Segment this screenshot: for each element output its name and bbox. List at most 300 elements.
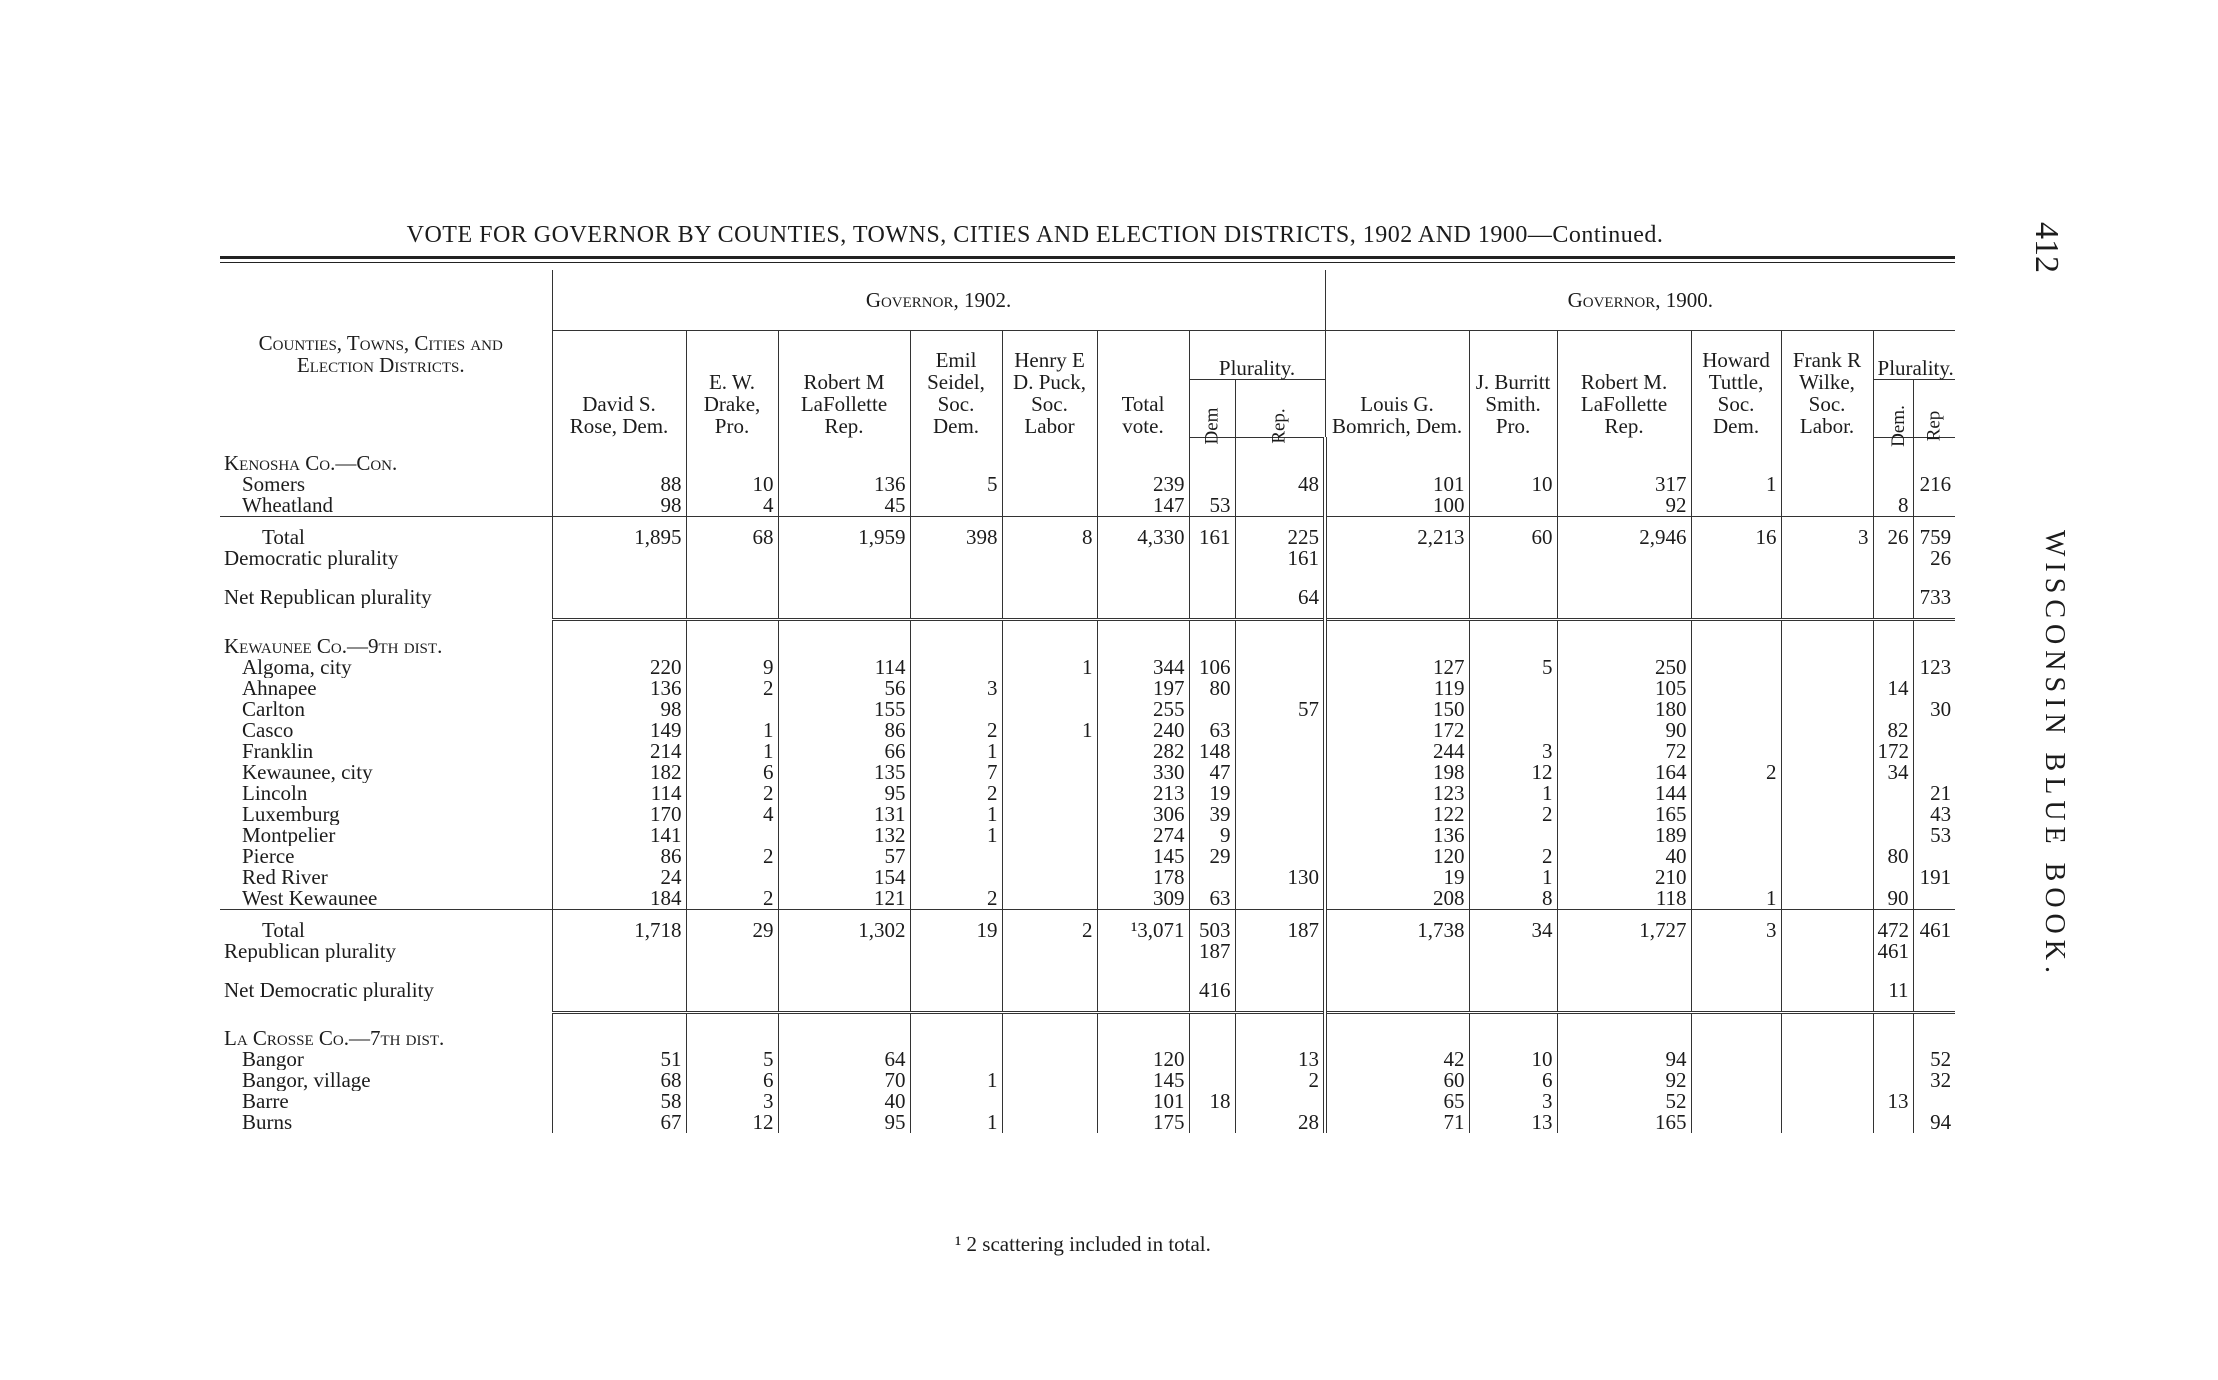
separator-cell — [1002, 608, 1097, 620]
table-cell — [1002, 699, 1097, 720]
table-cell: 1 — [686, 741, 778, 762]
table-cell: 123 — [1913, 657, 1955, 678]
table-cell: 98 — [552, 699, 686, 720]
table-cell: 90 — [1873, 888, 1913, 910]
table-cell: 1 — [1691, 888, 1781, 910]
table-cell: 145 — [1097, 1070, 1189, 1091]
table-cell: 130 — [1235, 867, 1325, 888]
table-cell: 1 — [910, 1070, 1002, 1091]
table-cell — [778, 569, 910, 608]
table-cell — [1235, 783, 1325, 804]
table-cell — [1873, 1112, 1913, 1133]
table-cell: 32 — [1913, 1070, 1955, 1091]
row-label: Somers — [242, 474, 305, 495]
total-row — [220, 548, 1955, 569]
row-label: Democratic plurality — [224, 548, 399, 569]
title-rule — [220, 256, 1955, 259]
table-cell: 135 — [778, 762, 910, 783]
table-cell: 122 — [1325, 804, 1469, 825]
table-row — [220, 741, 1955, 762]
table-cell — [686, 962, 778, 1001]
title-rule-thin — [220, 262, 1955, 263]
table-cell: 14 — [1873, 678, 1913, 699]
table-cell: 2 — [910, 720, 1002, 741]
table-cell: 90 — [1557, 720, 1691, 741]
table-cell — [1097, 941, 1189, 962]
table-cell: 53 — [1913, 825, 1955, 846]
table-cell: 1,727 — [1557, 909, 1691, 941]
empty-cell — [686, 620, 778, 657]
col-dem-1902 — [1189, 379, 1235, 444]
table-cell — [1691, 678, 1781, 699]
table-row — [220, 1049, 1955, 1070]
table-cell — [910, 846, 1002, 867]
empty-cell — [1325, 1012, 1469, 1049]
table-cell: 10 — [1469, 1049, 1557, 1070]
row-label: Wheatland — [242, 495, 333, 517]
empty-cell — [1781, 437, 1873, 474]
table-cell: 45 — [778, 495, 910, 517]
empty-cell — [1002, 437, 1097, 474]
table-cell — [1691, 825, 1781, 846]
table-cell — [1913, 720, 1955, 741]
separator-cell — [1325, 608, 1469, 620]
table-cell — [1781, 867, 1873, 888]
table-cell — [552, 962, 686, 1001]
col-rep-1900 — [1913, 379, 1955, 441]
table-cell: 184 — [552, 888, 686, 910]
table-cell — [1913, 888, 1955, 910]
table-cell: 132 — [778, 825, 910, 846]
empty-cell — [778, 620, 910, 657]
table-cell: 2 — [910, 783, 1002, 804]
table-cell: 165 — [1557, 1112, 1691, 1133]
separator-cell — [1189, 608, 1235, 620]
empty-cell — [1189, 620, 1235, 657]
table-cell: 52 — [1557, 1091, 1691, 1112]
table-cell: 344 — [1097, 657, 1189, 678]
table-cell: 10 — [1469, 474, 1557, 495]
separator-cell — [910, 608, 1002, 620]
empty-cell — [1691, 620, 1781, 657]
empty-cell — [552, 1012, 686, 1049]
col-bomrich: Louis G. Bomrich, Dem. — [1325, 330, 1469, 437]
table-cell: 149 — [552, 720, 686, 741]
separator-cell — [1913, 1001, 1955, 1013]
table-cell: 141 — [552, 825, 686, 846]
table-cell: 92 — [1557, 495, 1691, 517]
table-cell — [910, 867, 1002, 888]
table-cell — [1002, 678, 1097, 699]
col-rep-1902 — [1235, 379, 1325, 444]
table-cell — [1691, 495, 1781, 517]
table-cell: 105 — [1557, 678, 1691, 699]
table-cell: 64 — [1235, 569, 1325, 608]
row-label: Burns — [242, 1112, 293, 1133]
empty-cell — [552, 437, 686, 474]
table-cell — [1325, 962, 1469, 1001]
table-cell: 16 — [1691, 517, 1781, 549]
table-cell: 58 — [552, 1091, 686, 1112]
separator-cell — [1781, 1001, 1873, 1013]
table-row — [220, 867, 1955, 888]
table-cell: 95 — [778, 1112, 910, 1133]
table-cell: 155 — [778, 699, 910, 720]
table-cell: 56 — [778, 678, 910, 699]
table-cell — [1189, 699, 1235, 720]
table-cell: 47 — [1189, 762, 1235, 783]
table-cell — [1469, 569, 1557, 608]
table-cell — [1873, 474, 1913, 495]
separator-cell — [1691, 608, 1781, 620]
table-cell — [1002, 846, 1097, 867]
col-drake: E. W. Drake, Pro. — [686, 330, 778, 437]
table-cell: 114 — [778, 657, 910, 678]
table-cell: 51 — [552, 1049, 686, 1070]
table-cell: 461 — [1913, 909, 1955, 941]
table-cell: 131 — [778, 804, 910, 825]
table-cell: 1,959 — [778, 517, 910, 549]
table-cell: 80 — [1873, 846, 1913, 867]
empty-cell — [686, 437, 778, 474]
section-separator — [220, 1001, 1955, 1013]
empty-cell — [910, 1012, 1002, 1049]
table-cell — [1781, 548, 1873, 569]
table-cell: 70 — [778, 1070, 910, 1091]
table-cell: 6 — [686, 1070, 778, 1091]
table-cell — [1691, 1112, 1781, 1133]
empty-cell — [1325, 437, 1469, 474]
empty-cell — [910, 437, 1002, 474]
col-plurality-1902: Plurality. — [1189, 330, 1325, 379]
table-cell: 150 — [1325, 699, 1469, 720]
table-cell: 3 — [1691, 909, 1781, 941]
table-cell: 57 — [1235, 699, 1325, 720]
row-label: Casco — [242, 719, 294, 741]
table-cell — [1235, 1091, 1325, 1112]
table-cell: 187 — [1235, 909, 1325, 941]
table-cell: 250 — [1557, 657, 1691, 678]
table-cell — [1781, 909, 1873, 941]
table-cell: 3 — [1469, 1091, 1557, 1112]
table-cell — [1235, 495, 1325, 517]
table-cell — [910, 657, 1002, 678]
row-label: Total — [220, 909, 552, 941]
table-cell — [1235, 825, 1325, 846]
table-cell — [1873, 1049, 1913, 1070]
table-cell — [1002, 474, 1097, 495]
table-cell: 71 — [1325, 1112, 1469, 1133]
table-cell — [910, 941, 1002, 962]
separator-cell — [686, 1001, 778, 1013]
separator-cell — [778, 1001, 910, 1013]
table-cell: 1,738 — [1325, 909, 1469, 941]
empty-cell — [1097, 620, 1189, 657]
empty-cell — [1002, 1012, 1097, 1049]
table-cell — [1189, 1112, 1235, 1133]
table-cell — [1002, 1112, 1097, 1133]
separator-cell — [1873, 1001, 1913, 1013]
separator-cell — [910, 1001, 1002, 1013]
col-total-vote: Total vote. — [1097, 330, 1189, 437]
col-lafollette-1902: Robert M LaFollette Rep. — [778, 330, 910, 437]
table-cell — [1469, 962, 1557, 1001]
col-lafollette-1900: Robert M. LaFollette Rep. — [1557, 330, 1691, 437]
table-row — [220, 495, 1955, 517]
empty-cell — [1002, 620, 1097, 657]
table-cell — [1913, 846, 1955, 867]
table-cell: 119 — [1325, 678, 1469, 699]
footnote: ¹ 2 scattering included in total. — [955, 1232, 1211, 1256]
table-cell: 29 — [1189, 846, 1235, 867]
table-cell — [1469, 720, 1557, 741]
empty-cell — [1097, 437, 1189, 474]
table-cell: 189 — [1557, 825, 1691, 846]
table-cell: 39 — [1189, 804, 1235, 825]
table-cell — [1469, 699, 1557, 720]
table-cell — [1002, 825, 1097, 846]
row-label: Ahnapee — [242, 677, 317, 699]
table-cell: 8 — [1873, 495, 1913, 517]
table-cell: 3 — [910, 678, 1002, 699]
net-plurality-row — [220, 962, 1955, 1001]
empty-cell — [1325, 620, 1469, 657]
row-label: Franklin — [242, 740, 314, 762]
separator-cell — [1235, 608, 1325, 620]
table-cell — [1235, 888, 1325, 910]
col-dem-1900 — [1873, 379, 1913, 447]
stub-header: Counties, Towns, Cities and Election Districts. — [258, 330, 503, 377]
col-smith: J. Burritt Smith. Pro. — [1469, 330, 1557, 437]
table-cell: 86 — [552, 846, 686, 867]
table-cell: 220 — [552, 657, 686, 678]
row-label: Net Republican plurality — [224, 585, 432, 608]
table-cell: ¹3,071 — [1097, 909, 1189, 941]
table-cell — [1189, 1070, 1235, 1091]
table-cell: 101 — [1325, 474, 1469, 495]
county-heading: Kewaunee Co.—9th dist. — [224, 633, 443, 657]
table-cell — [1557, 941, 1691, 962]
table-cell: 94 — [1913, 1112, 1955, 1133]
governor-1900-header: Governor, 1900. — [1325, 270, 1955, 330]
empty-cell — [1913, 437, 1955, 474]
table-cell — [1691, 699, 1781, 720]
table-cell: 2 — [686, 888, 778, 910]
table-cell: 214 — [552, 741, 686, 762]
table-cell: 13 — [1235, 1049, 1325, 1070]
table-cell: 63 — [1189, 888, 1235, 910]
total-row — [220, 517, 1955, 549]
table-cell: 13 — [1873, 1091, 1913, 1112]
empty-cell — [1873, 620, 1913, 657]
table-cell — [1189, 867, 1235, 888]
table-cell: 461 — [1873, 941, 1913, 962]
table-cell — [1189, 548, 1235, 569]
table-cell: 244 — [1325, 741, 1469, 762]
table-cell: 1 — [910, 1112, 1002, 1133]
rep-label: Rep. — [1269, 407, 1291, 444]
empty-cell — [910, 620, 1002, 657]
table-cell: 2 — [1469, 804, 1557, 825]
table-row — [220, 1091, 1955, 1112]
empty-cell — [1781, 620, 1873, 657]
table-cell — [1873, 548, 1913, 569]
table-cell — [910, 548, 1002, 569]
table-cell: 106 — [1189, 657, 1235, 678]
table-cell — [1235, 762, 1325, 783]
table-row — [220, 762, 1955, 783]
empty-cell — [552, 620, 686, 657]
table-cell — [1781, 720, 1873, 741]
table-cell — [1691, 941, 1781, 962]
table-cell: 53 — [1189, 495, 1235, 517]
table-cell: 34 — [1469, 909, 1557, 941]
rep-label: Rep — [1923, 410, 1945, 441]
table-cell — [1913, 1091, 1955, 1112]
table-cell — [1235, 657, 1325, 678]
table-cell — [1557, 548, 1691, 569]
table-cell — [1097, 548, 1189, 569]
table-cell: 208 — [1325, 888, 1469, 910]
table-cell: 5 — [686, 1049, 778, 1070]
row-label: Net Democratic plurality — [224, 977, 434, 1001]
table-cell: 13 — [1469, 1112, 1557, 1133]
table-cell — [1557, 962, 1691, 1001]
dem-label: Dem. — [1887, 404, 1909, 447]
table-cell — [1781, 888, 1873, 910]
empty-cell — [1235, 620, 1325, 657]
section-separator — [220, 608, 1955, 620]
table-cell — [1002, 762, 1097, 783]
table-cell: 94 — [1557, 1049, 1691, 1070]
table-cell: 26 — [1873, 517, 1913, 549]
table-cell — [910, 1091, 1002, 1112]
separator-cell — [1325, 1001, 1469, 1013]
table-cell: 60 — [1325, 1070, 1469, 1091]
table-cell: 19 — [1325, 867, 1469, 888]
row-label: West Kewaunee — [242, 887, 378, 909]
table-cell — [910, 495, 1002, 517]
table-cell — [1002, 495, 1097, 517]
table-cell: 225 — [1235, 517, 1325, 549]
table-cell: 3 — [1469, 741, 1557, 762]
table-cell — [1189, 1049, 1235, 1070]
table-cell — [1002, 888, 1097, 910]
empty-cell — [1913, 1012, 1955, 1049]
table-cell: 80 — [1189, 678, 1235, 699]
table-cell — [1691, 867, 1781, 888]
table-cell — [686, 569, 778, 608]
table-cell: 67 — [552, 1112, 686, 1133]
table-cell: 2,946 — [1557, 517, 1691, 549]
table-cell — [1781, 1112, 1873, 1133]
table-cell: 2 — [1002, 909, 1097, 941]
table-cell: 161 — [1235, 548, 1325, 569]
table-cell — [1781, 495, 1873, 517]
table-cell — [1781, 804, 1873, 825]
table-cell: 43 — [1913, 804, 1955, 825]
table-cell: 40 — [778, 1091, 910, 1112]
table-cell — [1691, 741, 1781, 762]
table-cell: 101 — [1097, 1091, 1189, 1112]
table-cell: 1,718 — [552, 909, 686, 941]
county-heading: Kenosha Co.—Con. — [224, 451, 398, 474]
separator-cell — [1469, 608, 1557, 620]
table-cell: 472 — [1873, 909, 1913, 941]
governor-1902-header: Governor, 1902. — [552, 270, 1325, 330]
empty-cell — [1557, 437, 1691, 474]
table-cell: 11 — [1873, 962, 1913, 1001]
table-cell: 12 — [1469, 762, 1557, 783]
col-plurality-1900: Plurality. — [1873, 330, 1955, 379]
empty-cell — [1913, 620, 1955, 657]
table-cell: 1 — [1691, 474, 1781, 495]
table-cell — [1691, 1049, 1781, 1070]
table-cell: 240 — [1097, 720, 1189, 741]
table-cell: 121 — [778, 888, 910, 910]
table-cell — [552, 548, 686, 569]
separator-cell — [1189, 1001, 1235, 1013]
table-cell: 1 — [910, 825, 1002, 846]
table-cell: 48 — [1235, 474, 1325, 495]
separator-cell — [1781, 608, 1873, 620]
empty-cell — [1189, 1012, 1235, 1049]
table-cell — [1913, 962, 1955, 1001]
table-cell: 2 — [1691, 762, 1781, 783]
table-cell: 182 — [552, 762, 686, 783]
empty-cell — [1557, 1012, 1691, 1049]
table-cell — [1235, 678, 1325, 699]
table-cell — [1002, 1070, 1097, 1091]
table-cell — [1873, 699, 1913, 720]
table-cell: 255 — [1097, 699, 1189, 720]
table-cell — [1913, 941, 1955, 962]
table-cell: 198 — [1325, 762, 1469, 783]
table-row — [220, 720, 1955, 741]
table-cell — [1002, 741, 1097, 762]
table-cell — [1781, 741, 1873, 762]
table-row — [220, 783, 1955, 804]
table-cell — [1781, 569, 1873, 608]
table-cell: 317 — [1557, 474, 1691, 495]
col-tuttle: Howard Tuttle, Soc. Dem. — [1691, 330, 1781, 437]
running-side-title: WISCONSIN BLUE BOOK. — [2039, 530, 2070, 979]
table-cell — [1781, 657, 1873, 678]
table-cell — [1469, 495, 1557, 517]
empty-cell — [1691, 437, 1781, 474]
table-cell: 4 — [686, 495, 778, 517]
county-heading-row — [220, 437, 1955, 474]
table-cell — [1781, 474, 1873, 495]
empty-cell — [778, 1012, 910, 1049]
table-cell — [1781, 699, 1873, 720]
table-cell — [910, 699, 1002, 720]
table-cell: 274 — [1097, 825, 1189, 846]
table-cell: 8 — [1002, 517, 1097, 549]
table-cell: 170 — [552, 804, 686, 825]
table-row — [220, 846, 1955, 867]
table-cell: 42 — [1325, 1049, 1469, 1070]
separator-cell — [1691, 1001, 1781, 1013]
table-cell: 180 — [1557, 699, 1691, 720]
empty-cell — [1469, 1012, 1557, 1049]
table-cell: 1 — [910, 804, 1002, 825]
table-cell: 10 — [686, 474, 778, 495]
table-cell: 145 — [1097, 846, 1189, 867]
table-cell — [1873, 657, 1913, 678]
table-cell — [1873, 825, 1913, 846]
table-cell: 2,213 — [1325, 517, 1469, 549]
